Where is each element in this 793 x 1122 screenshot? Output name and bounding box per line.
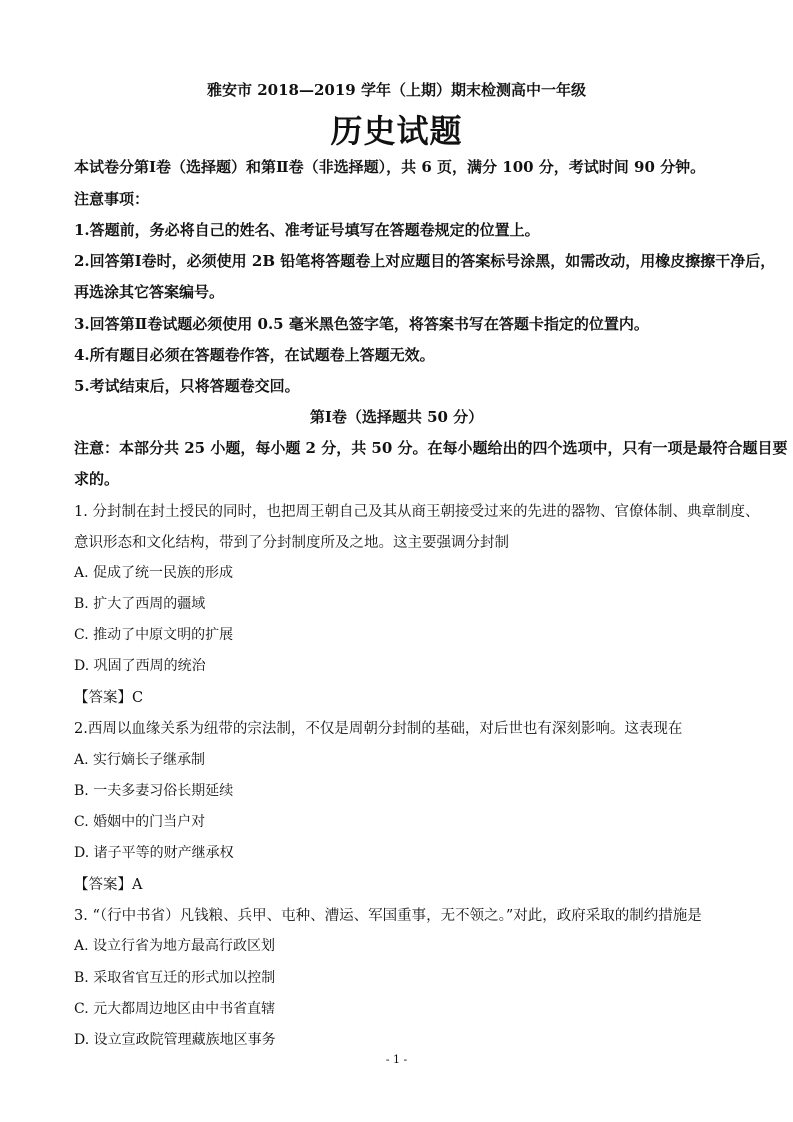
notes-heading: 注意事项： [74,190,150,208]
note-item: 3.回答第Ⅱ卷试题必须使用 0.5 毫米黑色签字笔，将答案书写在答题卡指定的位置内。 [74,315,649,333]
section-instruction: 求的。 [74,470,120,488]
exam-intro: 本试卷分第Ⅰ卷（选择题）和第Ⅱ卷（非选择题），共 6 页，满分 100 分，考试时间 90 分钟。 [74,158,706,176]
question-option: D. 设立宣政院管理藏族地区事务 [74,1032,276,1048]
exam-title: 历史试题 [330,112,463,150]
question-stem: 意识形态和文化结构，带到了分封制度所及之地。这主要强调分封制 [74,535,509,551]
page-number: - 1 - [385,1053,408,1066]
question-stem: 2.西周以血缘关系为纽带的宗法制，不仅是周朝分封制的基础，对后世也有深刻影响。这表现在 [74,721,683,737]
question-option: D. 巩固了西周的统治 [74,658,206,674]
question-option: B. 扩大了西周的疆域 [74,596,206,612]
note-item: 再选涂其它答案编号。 [74,283,225,301]
question-option: C. 推动了中原文明的扩展 [74,627,234,643]
question-option: C. 婚姻中的门当户对 [74,814,206,830]
question-option: A. 设立行省为地方最高行政区划 [74,938,276,954]
exam-subtitle: 雅安市 2018—2019 学年（上期）期末检测高中一年级 [207,81,586,99]
question-option: B. 采取省官互迁的形式加以控制 [74,970,276,986]
question-stem: 1. 分封制在封土授民的同时，也把周王朝自己及其从商王朝接受过来的先进的器物、官僚体制、典章制度、 [74,504,760,520]
question-answer: 【答案】A [74,877,143,893]
question-option: A. 实行嫡长子继承制 [74,752,206,768]
section-heading: 第Ⅰ卷（选择题共 50 分） [309,408,484,426]
question-stem: 3. “（行中书省）凡钱粮、兵甲、屯种、漕运、军国重事，无不领之。”对此，政府采取的制约措施是 [74,908,702,924]
question-option: B. 一夫多妻习俗长期延续 [74,783,234,799]
note-item: 5.考试结束后，只将答题卷交回。 [74,377,300,395]
question-option: C. 元大都周边地区由中书省直辖 [74,1001,276,1017]
question-option: D. 诸子平等的财产继承权 [74,845,234,861]
note-item: 1.答题前，务必将自己的姓名、准考证号填写在答题卷规定的位置上。 [74,221,540,239]
note-item: 4.所有题目必须在答题卷作答，在试题卷上答题无效。 [74,346,435,364]
section-instruction: 注意：本部分共 25 小题，每小题 2 分，共 50 分。在每小题给出的四个选项中，只有一项是最符合题目要 [74,439,788,457]
question-answer: 【答案】C [74,690,144,706]
question-option: A. 促成了统一民族的形成 [74,565,234,581]
note-item: 2.回答第Ⅰ卷时，必须使用 2B 铅笔将答题卷上对应题目的答案标号涂黑，如需改动，用橡皮擦擦干净后， [74,252,776,270]
